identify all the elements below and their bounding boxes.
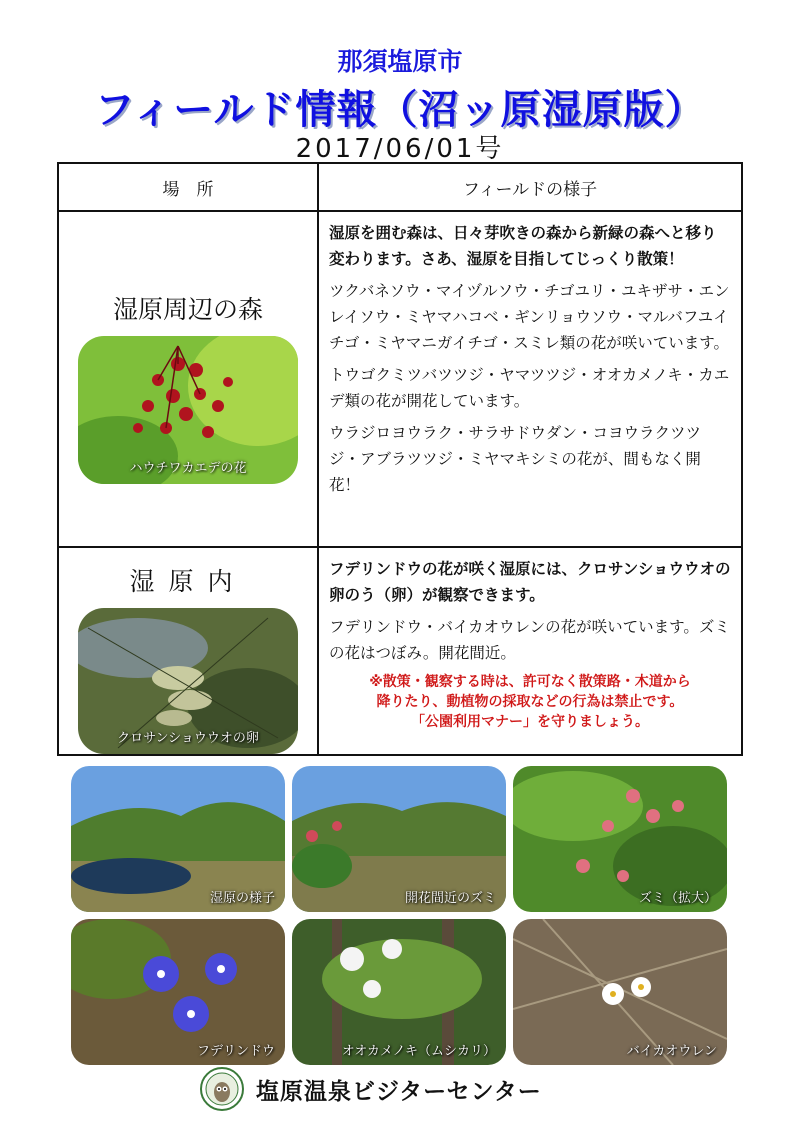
gallery-photo-gentian	[71, 919, 285, 1065]
warning-line: 「公園利用マナー」を守りましょう。	[411, 714, 649, 730]
gallery-photo-viburnum	[292, 919, 506, 1065]
usage-warning	[329, 672, 731, 732]
marsh-paragraph: フデリンドウ・バイカオウレンの花が咲いています。ズミの花はつぼみ。開花間近。	[329, 618, 730, 662]
column-header-place: 場 所	[58, 163, 318, 211]
gallery-caption: 開花間近のズミ	[404, 891, 496, 906]
marsh-lead-text: フデリンドウの花が咲く湿原には、クロサンショウウオの卵のう（卵）が観察できます。	[329, 560, 731, 604]
city-name: 那須塩原市	[337, 47, 463, 76]
gallery-photo-coptis	[513, 919, 727, 1065]
forest-paragraph: トウゴクミツバツツジ・ヤマツツジ・オオカメノキ・カエデ類の花が開花しています。	[329, 366, 730, 410]
gallery-caption: バイカオウレン	[626, 1044, 717, 1059]
photo-caption: ハウチワカエデの花	[129, 461, 247, 476]
page-title: フィールド情報（沼ッ原湿原版）	[94, 87, 706, 133]
visitor-center-name: 塩原温泉ビジターセンター	[256, 1078, 542, 1105]
place-name-forest: 湿原周辺の森	[112, 295, 263, 324]
footer	[200, 1066, 542, 1112]
photo-salamander-eggs	[78, 608, 298, 754]
gallery-caption: 湿原の様子	[209, 891, 275, 906]
warning-line: 降りたり、動植物の採取などの行為は禁止です。	[376, 694, 684, 710]
owl-logo-icon	[200, 1067, 244, 1111]
forest-paragraph: ウラジロヨウラク・サラサドウダン・コヨウラクツツジ・アブラツツジ・ミヤマキシミの花が、間もなく開花！	[329, 424, 702, 494]
gallery-caption: オオカメノキ（ムシカリ）	[341, 1044, 496, 1059]
photo-maple-flower	[78, 336, 298, 484]
gallery-photo-zumi-closeup	[513, 766, 727, 912]
gallery-photo-marsh	[71, 766, 285, 912]
warning-line: ※散策・観察する時は、許可なく散策路・木道から	[369, 674, 691, 690]
gallery-photo-zumi-buds	[292, 766, 506, 912]
issue-date: 2017/06/01号	[295, 134, 505, 164]
table-header-row	[58, 163, 742, 211]
place-cell-forest	[58, 211, 318, 547]
place-name-marsh: 湿原内	[129, 567, 247, 596]
forest-paragraph: ツクバネソウ・マイヅルソウ・チゴユリ・ユキザサ・エンレイソウ・ミヤマハコベ・ギンリョウソウ・マルバフユイチゴ・ミヤマニガイチゴ・スミレ類の花が咲いています。	[329, 282, 730, 352]
gallery-caption: ズミ（拡大）	[638, 891, 717, 906]
column-header-field: フィールドの様子	[318, 163, 742, 211]
table-row	[58, 211, 742, 547]
field-info-table	[57, 162, 743, 756]
field-cell-marsh	[318, 547, 742, 755]
forest-lead-text: 湿原を囲む森は、日々芽吹きの森から新緑の森へと移り変わります。さあ、湿原を目指してじっくり散策！	[329, 224, 717, 268]
gallery-caption: フデリンドウ	[196, 1044, 275, 1059]
place-cell-marsh	[58, 547, 318, 755]
photo-caption: クロサンショウウオの卵	[117, 731, 259, 746]
field-cell-forest	[318, 211, 742, 547]
table-row	[58, 547, 742, 755]
